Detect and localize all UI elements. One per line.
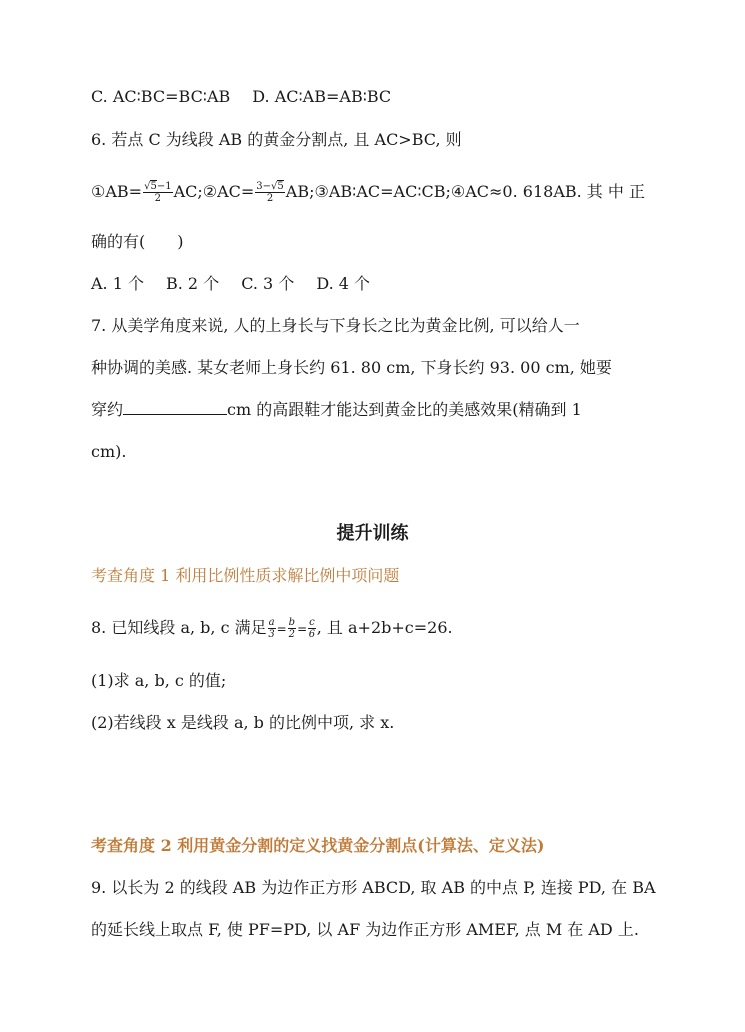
q6-f1-den: 2 — [154, 193, 161, 204]
q8-fraction-a — [268, 617, 276, 640]
q6-f2-den: 2 — [266, 193, 274, 204]
q8-eq-1: = — [276, 622, 287, 636]
angle-1-heading: 考查角度 1 利用比例性质求解比例中项问题 — [91, 566, 400, 585]
q8-fb-den: 2 — [288, 629, 296, 640]
q7-line-2: 种协调的美感. 某女老师上身长约 61. 80 cm, 下身长约 93. 00 cm, 她要 — [91, 358, 612, 377]
q5-option-d: D. AC∶AB=AB∶BC — [252, 87, 392, 106]
q6-options-line — [91, 272, 370, 296]
q6-option-a: A. 1 个 — [91, 274, 144, 293]
q6-statements — [91, 180, 645, 204]
q6-option-c: C. 3 个 — [241, 274, 295, 293]
q8-fa-num: a — [268, 617, 275, 628]
q6-fraction-1: $\frac{√5-1}{2}$ — [144, 181, 172, 204]
q7-line3-post: cm 的高跟鞋才能达到黄金比的美感效果(精确到 1 — [227, 400, 582, 419]
q6-s1-post: AC;②AC= — [173, 182, 255, 201]
q8-fc-den: 6 — [308, 629, 316, 640]
q9-line-2: 的延长线上取点 F, 使 PF=PD, 以 AF 为边作正方形 AMEF, 点 M 在 AD 上. — [91, 920, 639, 939]
q5-options-line — [91, 85, 391, 109]
q8-fb-num: b — [288, 617, 296, 628]
q7-line-4: cm). — [91, 442, 127, 461]
q6-stem: 6. 若点 C 为线段 AB 的黄金分割点, 且 AC>BC, 则 — [91, 130, 462, 149]
q6-fraction-2: $\frac{3-√5}{2}$ — [256, 181, 284, 204]
q8-pre: 8. 已知线段 a, b, c 满足 — [91, 618, 267, 637]
q7-line3-pre: 穿约 — [91, 400, 124, 419]
q6-option-d: D. 4 个 — [316, 274, 371, 293]
q6-s2-post: AB;③AB∶AC=AC∶CB;④AC≈0. 618AB. 其 中 正 — [285, 182, 645, 201]
q8-post: , 且 a+2b+c=26. — [316, 618, 453, 637]
q6-stem-end: 确的有( ) — [91, 232, 184, 251]
q9-line-1: 9. 以长为 2 的线段 AB 为边作正方形 ABCD, 取 AB 的中点 P, 连接 PD, 在 BA — [91, 878, 656, 897]
q6-f1-tail: −1 — [156, 181, 172, 192]
q6-s1-pre: ①AB= — [91, 182, 143, 201]
q7-line-1: 7. 从美学角度来说, 人的上身长与下身长之比为黄金比例, 可以给人一 — [91, 316, 580, 335]
q8-fraction-c — [308, 617, 316, 640]
q8-fa-den: 3 — [268, 629, 275, 640]
angle-2-heading: 考查角度 2 利用黄金分割的定义找黄金分割点(计算法、定义法) — [91, 836, 545, 855]
q6-f1-radicand: 5 — [150, 181, 157, 192]
section-title: 提升训练 — [336, 523, 409, 544]
q8-fraction-b — [288, 617, 296, 640]
q8-stem — [91, 616, 453, 641]
q6-option-b: B. 2 个 — [166, 274, 220, 293]
q8-part-1: (1)求 a, b, c 的值; — [91, 671, 227, 690]
q6-f2-head: 3− — [256, 181, 272, 192]
q5-option-c: C. AC∶BC=BC∶AB — [91, 87, 231, 106]
q8-part-2: (2)若线段 x 是线段 a, b 的比例中项, 求 x. — [91, 713, 395, 732]
q8-eq-2: = — [297, 622, 308, 636]
q8-fc-num: c — [309, 617, 315, 628]
q6-f2-radicand: 5 — [277, 181, 284, 192]
q7-answer-blank — [123, 398, 227, 415]
q7-line-3 — [91, 398, 582, 422]
